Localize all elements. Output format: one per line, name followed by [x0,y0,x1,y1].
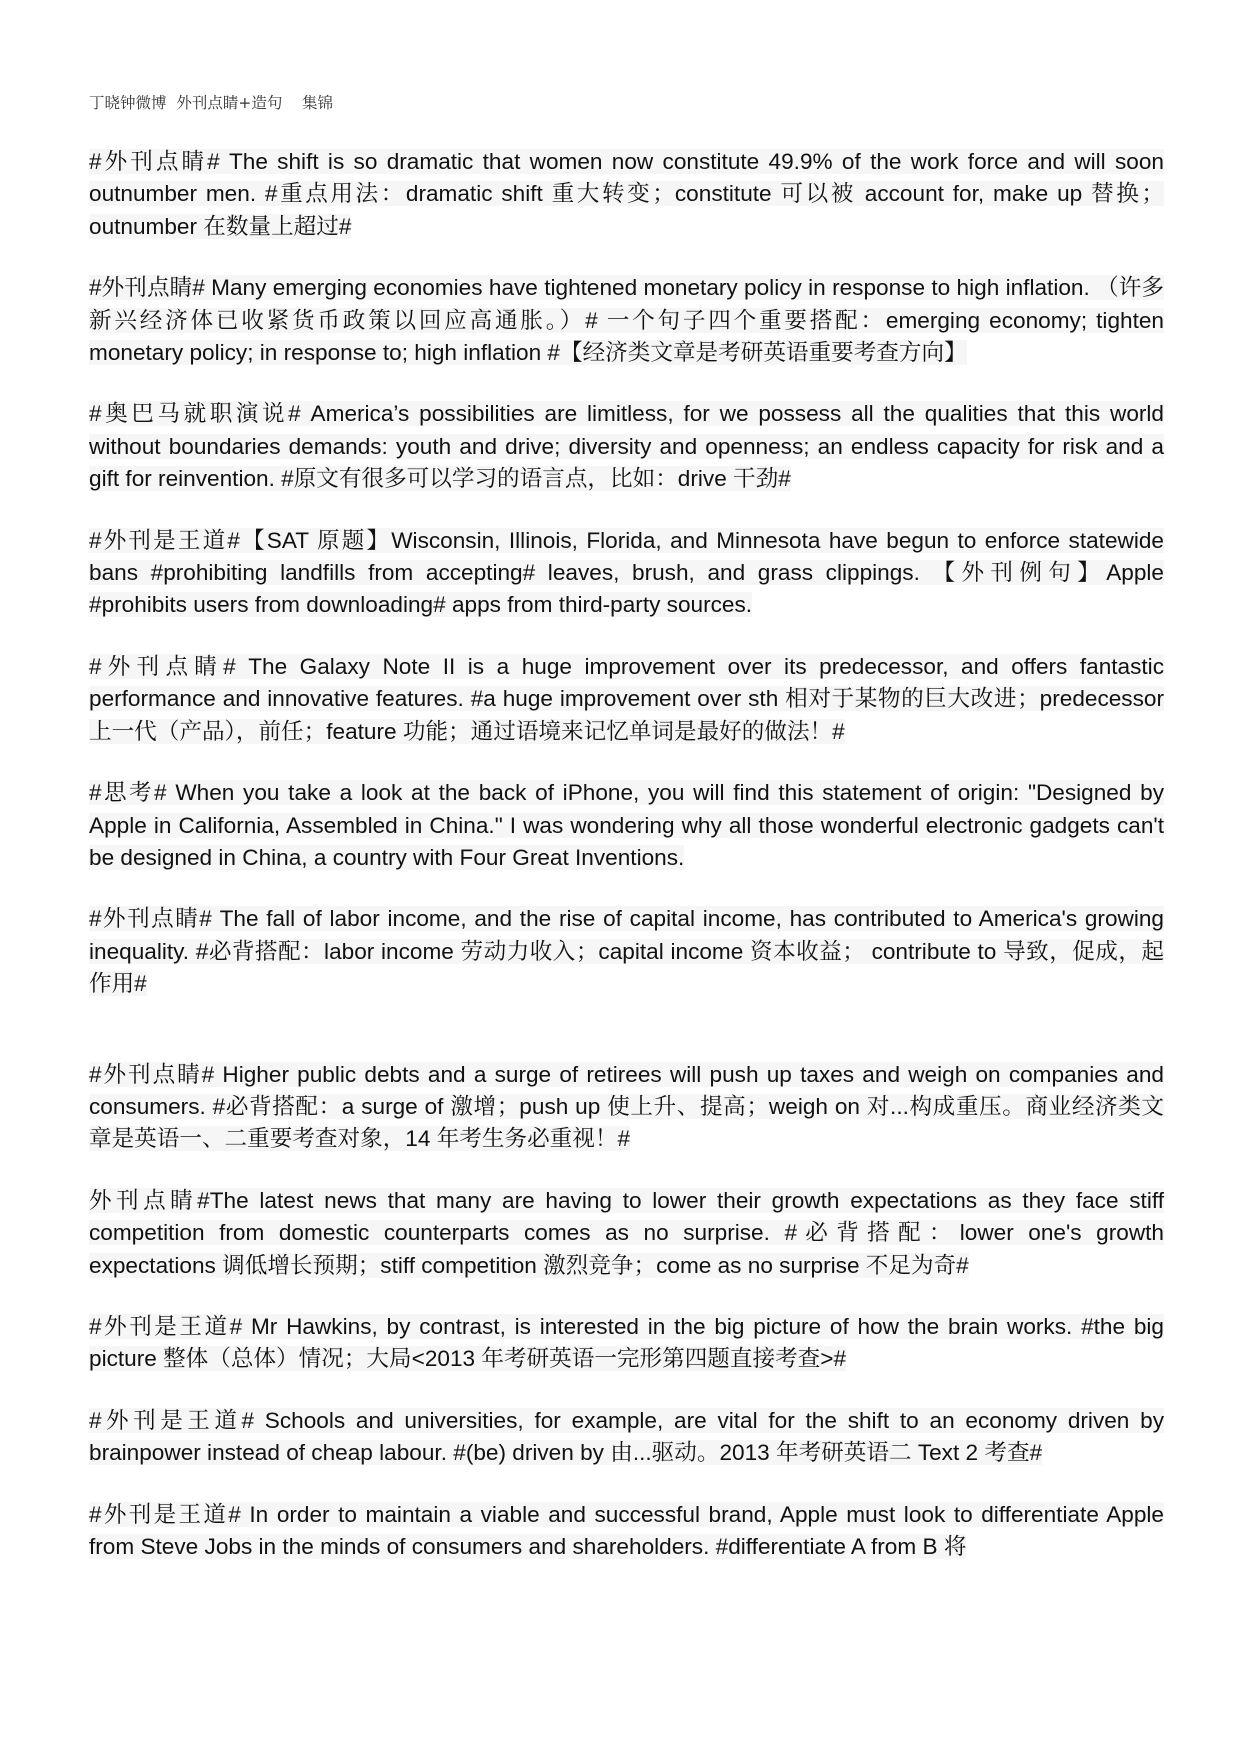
entry-text: #奥巴马就职演说# America’s possibilities are limitless, for we possess all the qualities that this world without boundaries demands: youth and drive; diversity and openness; an endless capacity for risk and a gift for reinvention. #原文有很多可以学习的语言点，比如：drive 干劲# [89,401,1164,492]
entry-paragraph [89,1311,1164,1376]
entry-paragraph [89,1059,1164,1156]
entry-text: #外刊是王道# Mr Hawkins, by contrast, is interested in the big picture of how the brain works. #the big picture 整体（总体）情况；大局<2013 年考研英语一完形第四题直接考查># [89,1313,1164,1372]
entry-paragraph [89,1405,1164,1470]
entry-text: #外刊点睛# Higher public debts and a surge of retirees will push up taxes and weigh on companies and consumers. #必背搭配：a surge of 激增；push up 使上升、提高；weigh on 对...构成重压。商业经济类文章是英语一、二重要考查对象，14 年考生务必重视！# [89,1061,1164,1152]
entry-text: #外刊点睛# The Galaxy Note II is a huge improvement over its predecessor, and offers fantastic performance and innovative features. #a huge improvement over sth 相对于某物的巨大改进；predecessor 上一代（产品），前任；feature 功能；通过语境来记忆单词是最好的做法！# [89,653,1164,744]
entry-text: #思考# When you take a look at the back of iPhone, you will find this statement of origin: "Designed by Apple in California, Assembled in China." I was wondering why all those wonderful electronic gadgets can't be designed in China, a country with Four Great Inventions. [89,780,1164,870]
entry-paragraph [89,903,1164,1000]
entry-text: #外刊是王道#【SAT 原题】Wisconsin, Illinois, Florida, and Minnesota have begun to enforce statewide bans #prohibiting landfills from accepting# leaves, brush, and grass clippings. 【外刊例句】Apple #prohibits users from downloading# apps from third-party sources. [89,527,1164,618]
entry-paragraph [89,272,1164,369]
entry-text: #外刊是王道# Schools and universities, for example, are vital for the shift to an economy driven by brainpower instead of cheap labour. #(be) driven by 由...驱动。2013 年考研英语二 Text 2 考查# [89,1407,1164,1466]
entry-paragraph [89,525,1164,622]
entry-text: 外刊点睛#The latest news that many are having to lower their growth expectations as they face stiff competition from domestic counterparts comes as no surprise. #必背搭配：lower one's growth expectations 调低增长预期；stiff competition 激烈竞争；come as no surprise 不足为奇# [89,1187,1164,1278]
entry-paragraph [89,777,1164,874]
entry-paragraph [89,1185,1164,1282]
entry-paragraph [89,1499,1164,1564]
entry-text: #外刊点睛# Many emerging economies have tightened monetary policy in response to high inflation. （许多新兴经济体已收紧货币政策以回应高通胀。）# 一个句子四个重要搭配：emerging economy; tighten monetary policy; in response to; high inflation #【经济类文章是考研英语重要考查方向】 [89,275,1164,366]
entry-paragraph [89,398,1164,495]
document-header: 丁晓钟微博 外刊点睛+造句 集锦 [89,94,334,112]
entry-paragraph [89,651,1164,748]
entry-list [89,146,1164,1563]
entry-text: #外刊点睛# The fall of labor income, and the rise of capital income, has contributed to America's growing inequality. #必背搭配：labor income 劳动力收入；capital income 资本收益； contribute to 导致，促成，起作用# [89,906,1164,997]
entry-paragraph [89,146,1164,243]
entry-text: #外刊点睛# The shift is so dramatic that women now constitute 49.9% of the work force and will soon outnumber men. #重点用法：dramatic shift 重大转变；constitute 可以被 account for, make up 替换；outnumber 在数量上超过# [89,149,1164,239]
entry-text: #外刊是王道# In order to maintain a viable and successful brand, Apple must look to differentiate Apple from Steve Jobs in the minds of consumers and shareholders. #differentiate A from B 将 [89,1501,1164,1559]
